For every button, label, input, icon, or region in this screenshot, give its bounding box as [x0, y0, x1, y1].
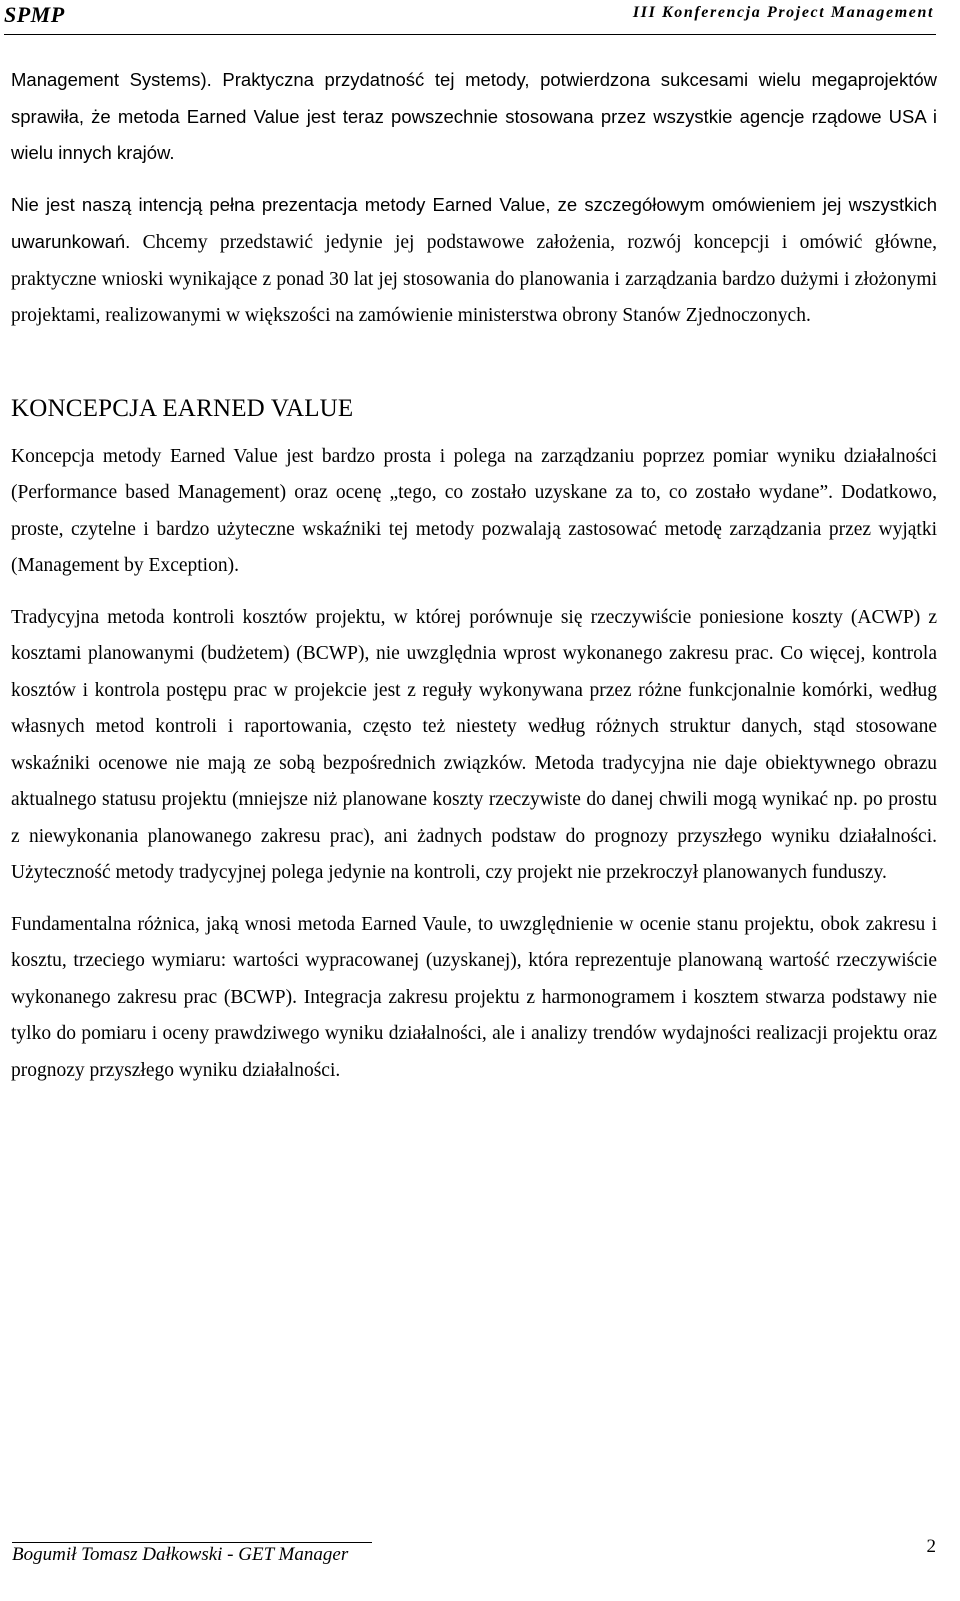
intention-sentence: Nie jest naszą intencją pełna prezentacja metody Earned Value, ze szczegółowym omówieniem jej wszystkich uwarunkowań.: [11, 193, 937, 252]
intention-paragraph: [11, 187, 937, 335]
section-heading: KONCEPCJA EARNED VALUE: [11, 394, 354, 422]
footer-author: Bogumił Tomasz Dałkowski - GET Manager: [12, 1544, 349, 1565]
footer-divider: [12, 1542, 372, 1543]
page-header: [0, 0, 960, 36]
traditional-method-paragraph: Tradycyjna metoda kontroli kosztów projektu, w której porównuje się rzeczywiście poniesione koszty (ACWP) z kosztami planowanymi (budżetem) (BCWP), nie uwzględnia wprost wykonanego zakresu prac. Co więcej, kontrola kosztów i kontrola postępu prac w projekcie jest z reguły wykonywana przez różne funkcjonalnie komórki, według własnych metod kontroli i raportowania, często też niestety według różnych struktur danych, stąd stosowane wskaźniki ocenowe nie mają ze sobą bezpośrednich związków. Metoda tradycyjna nie daje obiektywnego obrazu aktualnego statusu projektu (mniejsze niż planowane koszty rzeczywiste do danej chwili mogą wynikać np. po prostu z niewykonania planowanego zakresu prac), ani żadnych podstaw do prognozy przyszłego wyniku działalności. Użyteczność metody tradycyjnej polega jedynie na kontroli, czy projekt nie przekroczył planowanych funduszy.: [11, 606, 937, 883]
fundamental-difference-paragraph: Fundamentalna różnica, jaką wnosi metoda Earned Vaule, to uwzględnienie w ocenie stanu projektu, obok zakresu i kosztu, trzeciego wymiaru: wartości wypracowanej (uzyskanej), która reprezentuje planowaną wartość rzeczywiście wykonanego zakresu prac (BCWP). Integracja zakresu projektu z harmonogramem i kosztem stwarza podstawy nie tylko do pomiaru i oceny prawdziwego wyniku działalności, ale i analizy trendów wydajności realizacji projektu oraz prognozy przyszłego wyniku działalności.: [11, 913, 937, 1081]
page-number: 2: [926, 1536, 936, 1557]
intro-paragraph: Management Systems). Praktyczna przydatność tej metody, potwierdzona sukcesami wielu megaprojektów sprawiła, że metoda Earned Value jest teraz powszechnie stosowana przez wszystkie agencje rządowe USA i wielu innych krajów.: [11, 69, 937, 163]
page-body: [11, 62, 937, 1089]
concept-paragraph: Koncepcja metody Earned Value jest bardzo prosta i polega na zarządzaniu poprzez pomiar wyniku działalności (Performance based Management) oraz ocenę „tego, co zostało uzyskane za to, co zostało wydane”. Dodatkowo, proste, czytelne i bardzo użyteczne wskaźniki tej metody pozwalają zastosować metodę zarządzania przez wyjątki (Management by Exception).: [11, 445, 937, 576]
page-footer: [0, 1520, 960, 1600]
journal-abbreviation: SPMP: [4, 2, 65, 27]
goals-sentence: Chcemy przedstawić jedynie jej podstawowe założenia, rozwój koncepcji i omówić główne, praktyczne wnioski wynikające z ponad 30 lat jej stosowania do planowania i zarządzania bardzo dużymi i złożonymi projektami, realizowanymi w większości na zamówienie ministerstwa obrony Stanów Zjednoczonych.: [11, 232, 937, 326]
header-divider: [4, 34, 936, 35]
conference-title: III Konferencja Project Management: [632, 4, 934, 21]
